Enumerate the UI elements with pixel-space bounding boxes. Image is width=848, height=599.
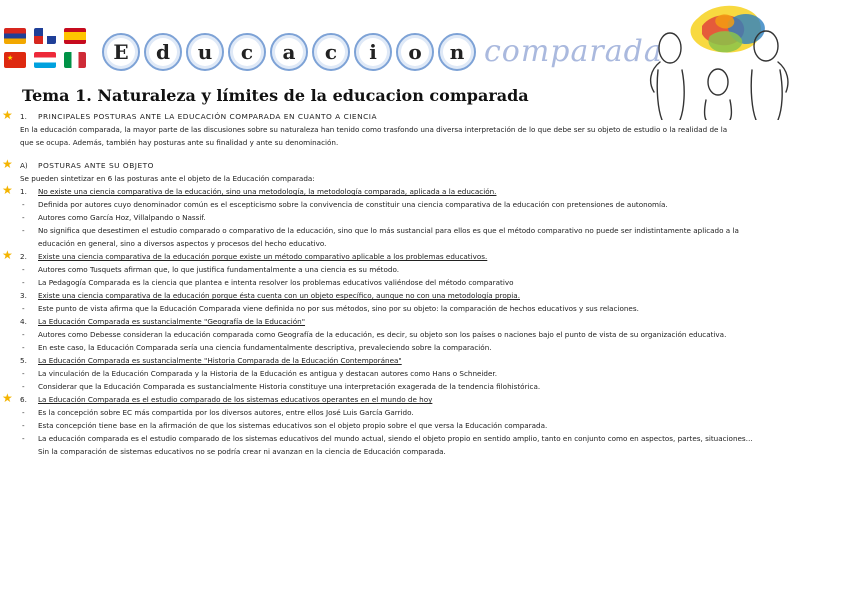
bullet: - xyxy=(22,421,25,430)
subitem-text: Esta concepción tiene base en la afirmación de que los sistemas educativos son el objeto propio sobre el que versa la Educación comparada. xyxy=(38,421,548,430)
section-heading xyxy=(0,159,848,172)
bullet: - xyxy=(22,369,25,378)
list-subitem xyxy=(0,445,848,458)
list-subitem xyxy=(0,367,848,380)
list-item xyxy=(0,315,848,328)
bullet: - xyxy=(22,200,25,209)
bullet: - xyxy=(22,343,25,352)
subitem-text: Definida por autores cuyo denominador común es el escepticismo sobre la convivencia de constituir una ciencia comparativa de la educación con pretensiones de autonomía. xyxy=(38,200,668,209)
paragraph-line xyxy=(0,172,848,185)
bullet: - xyxy=(22,226,25,235)
bullet: - xyxy=(22,434,25,443)
brand-letter: c xyxy=(312,33,350,71)
subitem-text: Este punto de vista afirma que la Educación Comparada viene definida no por sus métodos, sino por su objeto: la comparación de hechos educativos y sus relaciones. xyxy=(38,304,639,313)
section-title: POSTURAS ANTE SU OBJETO xyxy=(38,161,154,170)
paragraph-line xyxy=(0,136,848,149)
list-item xyxy=(0,354,848,367)
brand-word xyxy=(102,33,476,73)
brand-letter: u xyxy=(186,33,224,71)
bullet: - xyxy=(22,382,25,391)
section-heading xyxy=(0,110,848,123)
list-subitem xyxy=(0,341,848,354)
paragraph-text: Se pueden sintetizar en 6 las posturas ante el objeto de la Educación comparada: xyxy=(20,174,315,183)
list-subitem xyxy=(0,224,848,237)
subitem-text: Es la concepción sobre EC más compartida por los diversos autores, entre ellos José Luis García Garrido. xyxy=(38,408,414,417)
item-text: La Educación Comparada es el estudio comparado de los sistemas educativos operantes en el mundo de hoy xyxy=(38,395,433,404)
brand-letter: E xyxy=(102,33,140,71)
section-number: A) xyxy=(20,161,28,170)
people-illustration-icon xyxy=(640,0,790,120)
subitem-text: Autores como García Hoz, Villalpando o Nassif. xyxy=(38,213,206,222)
bullet: - xyxy=(22,265,25,274)
item-number: 4. xyxy=(20,317,27,326)
bullet: - xyxy=(22,408,25,417)
flags-group xyxy=(2,26,94,74)
item-text: Existe una ciencia comparativa de la educación porque ésta cuenta con un objeto específico, aunque no con una metodología propia. xyxy=(38,291,520,300)
subitem-text: Sin la comparación de sistemas educativos no se podría crear ni avanzan en la ciencia de Educación comparada. xyxy=(38,447,446,456)
brand-letter: n xyxy=(438,33,476,71)
flag-icon xyxy=(34,28,56,44)
header-banner xyxy=(0,0,848,95)
flag-icon: ★ xyxy=(4,52,26,68)
flag-icon xyxy=(34,52,56,68)
list-subitem xyxy=(0,380,848,393)
list-subitem xyxy=(0,328,848,341)
brand-letter: o xyxy=(396,33,434,71)
flag-icon xyxy=(64,52,86,68)
item-number: 1. xyxy=(20,187,27,196)
subitem-text: No significa que desestimen el estudio comparado o comparativo de la educación, sino que lo más sustancial para ellos es que el método comparativo no puede ser indistintamente aplicado a la xyxy=(38,226,739,235)
item-text: La Educación Comparada es sustancialmente "Geografía de la Educación" xyxy=(38,317,306,326)
bullet: - xyxy=(22,330,25,339)
star-icon: ★ xyxy=(2,157,13,171)
subitem-text: En este caso, la Educación Comparada sería una ciencia fundamentalmente descriptiva, prevaleciendo sobre la comparación. xyxy=(38,343,492,352)
star-icon: ★ xyxy=(2,183,13,197)
spacer xyxy=(0,149,848,159)
subitem-text: La vinculación de la Educación Comparada y la Historia de la Educación es antigua y destacan autores como Hans o Schneider. xyxy=(38,369,497,378)
subitem-text: La Pedagogía Comparada es la ciencia que plantea e intenta resolver los problemas educativos valiéndose del método comparativo xyxy=(38,278,514,287)
list-item xyxy=(0,289,848,302)
list-item xyxy=(0,185,848,198)
list-item xyxy=(0,393,848,406)
item-number: 5. xyxy=(20,356,27,365)
brand-letter: d xyxy=(144,33,182,71)
star-icon: ★ xyxy=(2,248,13,262)
star-icon: ★ xyxy=(2,108,13,122)
section-title: PRINCIPALES POSTURAS ANTE LA EDUCACIÓN COMPARADA EN CUANTO A CIENCIA xyxy=(38,112,378,121)
list-item xyxy=(0,250,848,263)
page-title: Tema 1. Naturaleza y límites de la educacion comparada xyxy=(22,86,529,105)
section-number: 1. xyxy=(20,112,27,121)
subitem-text: Autores como Tusquets afirman que, lo que justifica fundamentalmente a una ciencia es su método. xyxy=(38,265,400,274)
subitem-text: Autores como Debesse consideran la educación comparada como Geografía de la educación, es decir, su objeto son los países o naciones bajo el punto de vista de su organización educativa. xyxy=(38,330,727,339)
brand-suffix: comparada xyxy=(484,34,663,69)
star-icon: ★ xyxy=(2,391,13,405)
item-number: 6. xyxy=(20,395,27,404)
list-subitem xyxy=(0,276,848,289)
item-text: La Educación Comparada es sustancialmente "Historia Comparada de la Educación Contemporánea" xyxy=(38,356,402,365)
list-subitem xyxy=(0,237,848,250)
subitem-text: Considerar que la Educación Comparada es sustancialmente Historia constituye una interpretación exagerada de la tendencia filohistórica. xyxy=(38,382,541,391)
bullet: - xyxy=(22,213,25,222)
brand-letter: a xyxy=(270,33,308,71)
paragraph-line xyxy=(0,123,848,136)
item-number: 3. xyxy=(20,291,27,300)
paragraph-text: En la educación comparada, la mayor parte de las discusiones sobre su naturaleza han tenido como trasfondo una diversa interpretación de lo que debe ser su objeto de estudio o la realidad de la xyxy=(20,125,728,134)
list-subitem xyxy=(0,263,848,276)
flag-icon xyxy=(64,28,86,44)
flag-icon xyxy=(4,28,26,44)
list-subitem xyxy=(0,302,848,315)
item-number: 2. xyxy=(20,252,27,261)
bullet: - xyxy=(22,304,25,313)
brand-letter: i xyxy=(354,33,392,71)
list-subitem xyxy=(0,419,848,432)
list-subitem xyxy=(0,432,848,445)
document-body xyxy=(0,110,848,458)
bullet: - xyxy=(22,278,25,287)
paragraph-text: que se ocupa. Además, también hay posturas ante su finalidad y ante su denominación. xyxy=(20,138,339,147)
item-text: No existe una ciencia comparativa de la educación, sino una metodología, la metodología comparada, aplicada a la educación. xyxy=(38,187,497,196)
subitem-text: educación en general, sino a diversos aspectos y procesos del hecho educativo. xyxy=(38,239,327,248)
item-text: Existe una ciencia comparativa de la educación porque existe un método comparativo aplicable a los problemas educativos. xyxy=(38,252,488,261)
subitem-text: La educación comparada es el estudio comparado de los sistemas educativos del mundo actual, siendo el objeto propio en sentido amplio, tanto en conjunto como en aspectos, partes, situaciones… xyxy=(38,434,753,443)
brand-letter: c xyxy=(228,33,266,71)
list-subitem xyxy=(0,198,848,211)
list-subitem xyxy=(0,406,848,419)
list-subitem xyxy=(0,211,848,224)
